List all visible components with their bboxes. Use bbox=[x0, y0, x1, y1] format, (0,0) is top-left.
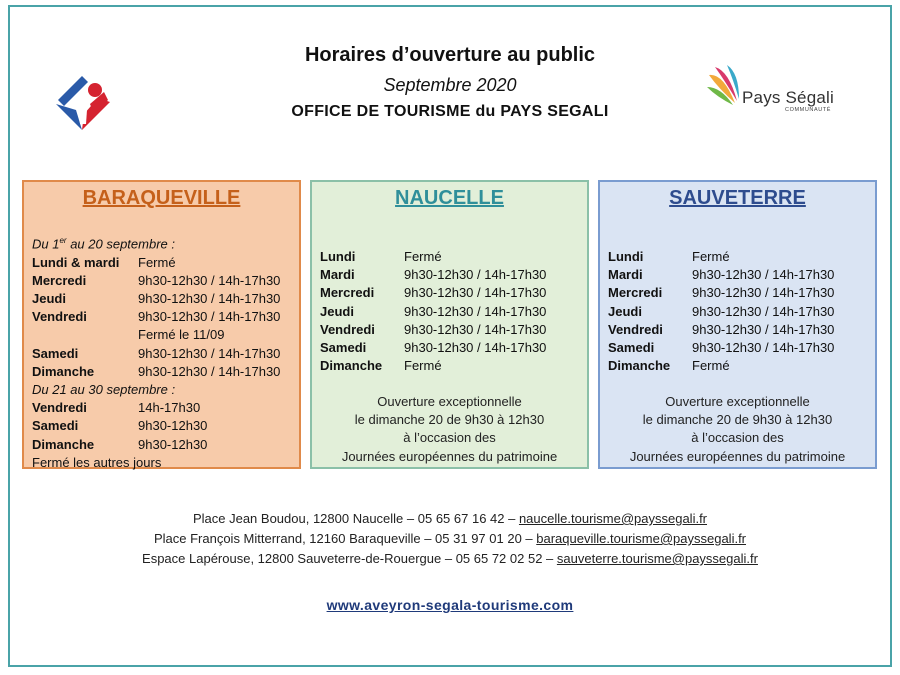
schedule-row: Dimanche 9h30-12h30 / 14h-17h30 bbox=[32, 363, 281, 379]
schedule-row: Samedi 9h30-12h30 / 14h-17h30 bbox=[320, 340, 547, 356]
period-1-label: Du 1er au 20 septembre : bbox=[32, 236, 175, 252]
website-link[interactable]: www.aveyron-segala-tourisme.com bbox=[326, 597, 574, 613]
schedule-row: Samedi 9h30-12h30 / 14h-17h30 bbox=[32, 345, 281, 361]
schedule-row: Mercredi 9h30-12h30 / 14h-17h30 bbox=[320, 285, 547, 301]
schedule-row: Vendredi 9h30-12h30 / 14h-17h30 bbox=[32, 309, 281, 325]
schedule-row: Mardi 9h30-12h30 / 14h-17h30 bbox=[320, 267, 547, 283]
email-link-naucelle[interactable]: naucelle.tourisme@payssegali.fr bbox=[518, 511, 708, 526]
office-name: OFFICE DE TOURISME du PAYS SEGALI bbox=[291, 103, 609, 120]
sauveterre-schedule bbox=[608, 248, 869, 375]
schedule-row: Lundi Fermé bbox=[320, 249, 442, 264]
schedule-row: Samedi 9h30-12h30 bbox=[32, 418, 208, 434]
baraqueville-schedule bbox=[32, 232, 293, 472]
contact-baraqueville: Place François Mitterrand, 12160 Baraqueville – 05 31 97 01 20 – baraqueville.tourisme@payssegali.fr bbox=[153, 531, 747, 546]
schedule-row: Lundi Fermé bbox=[608, 249, 730, 264]
schedule-row: Vendredi 9h30-12h30 / 14h-17h30 bbox=[608, 321, 835, 337]
page-subtitle: Septembre 2020 bbox=[383, 75, 517, 95]
schedule-row: Mercredi 9h30-12h30 / 14h-17h30 bbox=[608, 285, 835, 301]
segali-tagline: COMMUNAUTÉ bbox=[785, 107, 832, 113]
page-title: Horaires d’ouverture au public bbox=[304, 44, 596, 66]
baraqueville-panel bbox=[22, 180, 301, 469]
naucelle-schedule bbox=[320, 248, 581, 375]
baraqueville-title: BARAQUEVILLE bbox=[82, 187, 241, 209]
contact-list bbox=[0, 509, 900, 569]
vendredi-closure-note: Fermé le 11/09 bbox=[138, 327, 225, 343]
schedule-row: Lundi & mardi Fermé bbox=[32, 254, 176, 270]
contact-naucelle: Place Jean Boudou, 12800 Naucelle – 05 65 67 16 42 – naucelle.tourisme@payssegali.fr bbox=[192, 511, 708, 526]
sauveterre-title: SAUVETERRE bbox=[669, 187, 806, 209]
schedule-row: Jeudi 9h30-12h30 / 14h-17h30 bbox=[320, 303, 547, 319]
segali-brand-name: Pays Ségali bbox=[742, 88, 834, 107]
email-link-sauveterre[interactable]: sauveterre.tourisme@payssegali.fr bbox=[556, 551, 758, 566]
schedule-row: Mercredi 9h30-12h30 / 14h-17h30 bbox=[32, 272, 281, 288]
special-opening-note: Ouverture exceptionnelle le dimanche 20 de 9h30 à 12h30 à l’occasion des Journées européennes du patrimoine bbox=[629, 394, 846, 464]
schedule-row: Mardi 9h30-12h30 / 14h-17h30 bbox=[608, 267, 835, 283]
schedule-row: Vendredi 9h30-12h30 / 14h-17h30 bbox=[320, 321, 547, 337]
schedule-row: Samedi 9h30-12h30 / 14h-17h30 bbox=[608, 340, 835, 356]
schedule-row: Dimanche 9h30-12h30 bbox=[32, 436, 208, 452]
tourism-office-logo bbox=[52, 70, 116, 134]
segali-leaf-icon bbox=[705, 63, 745, 113]
schedule-row: Dimanche Fermé bbox=[320, 358, 442, 374]
naucelle-title: NAUCELLE bbox=[395, 187, 504, 209]
schedule-row: Jeudi 9h30-12h30 / 14h-17h30 bbox=[32, 290, 281, 306]
naucelle-panel bbox=[310, 180, 589, 469]
sauveterre-panel bbox=[598, 180, 877, 469]
email-link-baraqueville[interactable]: baraqueville.tourisme@payssegali.fr bbox=[536, 531, 747, 546]
schedule-row: Vendredi 14h-17h30 bbox=[32, 400, 201, 416]
schedule-row: Dimanche Fermé bbox=[608, 358, 730, 374]
contact-sauveterre: Espace Lapérouse, 12800 Sauveterre-de-Rouergue – 05 65 72 02 52 – sauveterre.tourisme@payssegali.fr bbox=[142, 551, 758, 566]
special-opening-note: Ouverture exceptionnelle le dimanche 20 de 9h30 à 12h30 à l’occasion des Journées européennes du patrimoine bbox=[341, 394, 558, 464]
schedule-row: Jeudi 9h30-12h30 / 14h-17h30 bbox=[608, 303, 835, 319]
pays-segali-logo bbox=[705, 63, 855, 123]
closed-note: Fermé les autres jours bbox=[32, 454, 162, 470]
period-2-label: Du 21 au 30 septembre : bbox=[32, 381, 176, 397]
